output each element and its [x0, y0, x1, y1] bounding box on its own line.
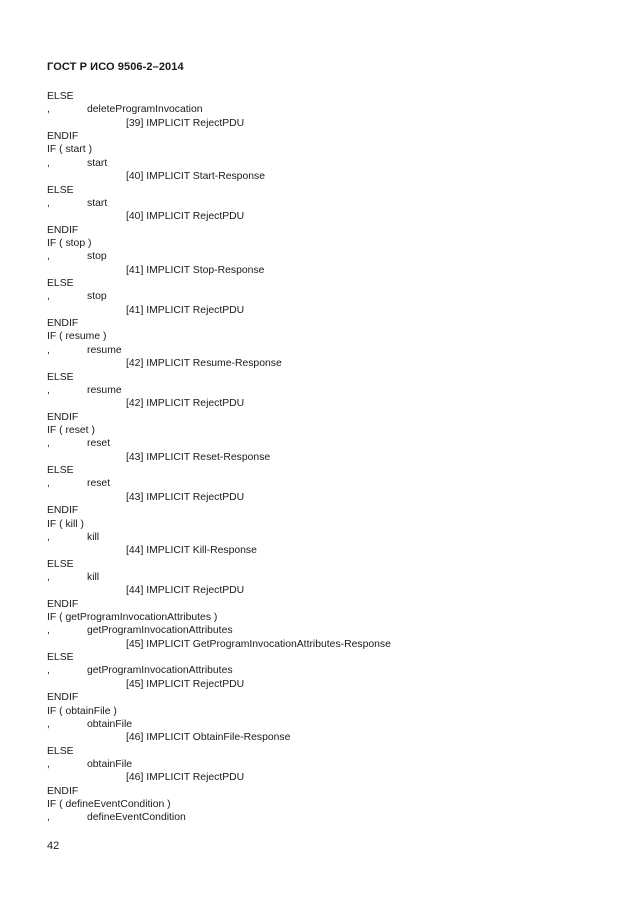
code-line: [47, 424, 607, 437]
code-identifier: reset: [87, 478, 111, 490]
code-keyword: ELSE: [47, 745, 74, 757]
code-line: [47, 664, 607, 677]
code-keyword: ELSE: [47, 91, 74, 102]
code-keyword: ELSE: [47, 465, 74, 477]
code-keyword: ,: [47, 758, 50, 770]
code-line: [47, 678, 607, 691]
code-keyword: ENDIF: [47, 785, 79, 797]
code-keyword: IF ( reset ): [47, 424, 95, 436]
code-line: [47, 344, 607, 357]
code-tag-type: [45] IMPLICIT RejectPDU: [126, 678, 245, 690]
code-keyword: IF ( kill ): [47, 518, 84, 530]
code-line: [47, 103, 607, 116]
code-line: [47, 371, 607, 384]
code-identifier: start: [87, 197, 108, 209]
code-line: [47, 184, 607, 197]
code-line: [47, 451, 607, 464]
code-line: [47, 518, 607, 531]
code-line: [47, 264, 607, 277]
code-keyword: ELSE: [47, 371, 74, 383]
code-keyword: ENDIF: [47, 692, 79, 704]
code-tag-type: [40] IMPLICIT Start-Response: [126, 171, 265, 183]
code-keyword: ,: [47, 291, 50, 303]
code-line: [47, 117, 607, 130]
code-tag-type: [43] IMPLICIT Reset-Response: [126, 451, 271, 463]
code-identifier: start: [87, 157, 108, 169]
code-identifier: obtainFile: [87, 718, 133, 730]
code-keyword: ,: [47, 104, 50, 116]
code-line: [47, 290, 607, 303]
code-tag-type: [42] IMPLICIT Resume-Response: [126, 358, 282, 370]
code-tag-type: [41] IMPLICIT RejectPDU: [126, 304, 245, 316]
code-keyword: IF ( stop ): [47, 237, 92, 249]
code-keyword: ,: [47, 157, 50, 169]
code-line: [47, 317, 607, 330]
code-line: [47, 277, 607, 290]
code-keyword: ELSE: [47, 278, 74, 290]
code-line: [47, 157, 607, 170]
code-identifier: defineEventCondition: [87, 812, 186, 824]
code-keyword: ,: [47, 344, 50, 356]
code-identifier: reset: [87, 438, 111, 450]
code-identifier: stop: [87, 291, 107, 303]
code-keyword: ,: [47, 665, 50, 677]
code-line: [47, 705, 607, 718]
code-keyword: IF ( resume ): [47, 331, 107, 343]
code-line: [47, 237, 607, 250]
document-header: ГОСТ Р ИСО 9506-2–2014: [47, 61, 184, 73]
code-line: [47, 504, 607, 517]
code-keyword: ,: [47, 384, 50, 396]
code-line: [47, 130, 607, 143]
code-tag-type: [46] IMPLICIT RejectPDU: [126, 772, 245, 784]
code-line: [47, 197, 607, 210]
code-keyword: IF ( start ): [47, 144, 93, 156]
code-keyword: ,: [47, 478, 50, 490]
code-tag-type: [42] IMPLICIT RejectPDU: [126, 398, 245, 410]
code-line: [47, 397, 607, 410]
code-keyword: IF ( getProgramInvocationAttributes ): [47, 612, 218, 624]
code-line: [47, 304, 607, 317]
code-tag-type: [41] IMPLICIT Stop-Response: [126, 264, 265, 276]
code-line: [47, 718, 607, 731]
code-keyword: ,: [47, 438, 50, 450]
code-tag-type: [44] IMPLICIT RejectPDU: [126, 585, 245, 597]
code-keyword: ENDIF: [47, 505, 79, 517]
code-line: [47, 758, 607, 771]
asn1-code-listing: [47, 90, 607, 825]
code-line: [47, 611, 607, 624]
code-line: [47, 731, 607, 744]
code-keyword: ,: [47, 571, 50, 583]
code-keyword: ENDIF: [47, 598, 79, 610]
code-keyword: IF ( defineEventCondition ): [47, 799, 171, 811]
code-line: [47, 491, 607, 504]
code-line: [47, 384, 607, 397]
code-line: [47, 224, 607, 237]
code-keyword: ELSE: [47, 558, 74, 570]
code-line: [47, 477, 607, 490]
code-keyword: ELSE: [47, 184, 74, 196]
code-keyword: ENDIF: [47, 411, 79, 423]
code-identifier: stop: [87, 251, 107, 263]
code-line: [47, 771, 607, 784]
code-keyword: ENDIF: [47, 131, 79, 143]
code-line: [47, 745, 607, 758]
code-keyword: ELSE: [47, 652, 74, 664]
code-tag-type: [45] IMPLICIT GetProgramInvocationAttributes-Response: [126, 638, 391, 650]
code-tag-type: [43] IMPLICIT RejectPDU: [126, 491, 245, 503]
code-line: [47, 210, 607, 223]
code-tag-type: [46] IMPLICIT ObtainFile-Response: [126, 732, 291, 744]
code-keyword: ENDIF: [47, 318, 79, 330]
code-line: [47, 250, 607, 263]
code-keyword: ENDIF: [47, 224, 79, 236]
code-identifier: obtainFile: [87, 758, 133, 770]
code-tag-type: [39] IMPLICIT RejectPDU: [126, 117, 245, 129]
code-line: [47, 571, 607, 584]
code-identifier: getProgramInvocationAttributes: [87, 665, 233, 677]
code-line: [47, 411, 607, 424]
code-identifier: kill: [87, 531, 100, 543]
code-identifier: getProgramInvocationAttributes: [87, 625, 233, 637]
code-line: [47, 598, 607, 611]
code-identifier: kill: [87, 571, 100, 583]
code-line: [47, 638, 607, 651]
code-line: [47, 584, 607, 597]
code-line: [47, 544, 607, 557]
code-identifier: resume: [87, 384, 122, 396]
code-line: [47, 464, 607, 477]
code-keyword: ,: [47, 251, 50, 263]
code-line: [47, 624, 607, 637]
code-tag-type: [44] IMPLICIT Kill-Response: [126, 545, 257, 557]
code-keyword: IF ( obtainFile ): [47, 705, 117, 717]
code-line: [47, 558, 607, 571]
page-number: 42: [47, 840, 60, 852]
code-line: [47, 651, 607, 664]
code-line: [47, 437, 607, 450]
code-line: [47, 357, 607, 370]
code-line: [47, 170, 607, 183]
code-tag-type: [40] IMPLICIT RejectPDU: [126, 211, 245, 223]
code-keyword: ,: [47, 812, 50, 824]
code-line: [47, 531, 607, 544]
code-line: [47, 330, 607, 343]
code-identifier: resume: [87, 344, 122, 356]
code-keyword: ,: [47, 718, 50, 730]
code-identifier: deleteProgramInvocation: [87, 104, 203, 116]
code-line: [47, 798, 607, 811]
code-line: [47, 691, 607, 704]
code-line: [47, 785, 607, 798]
code-line: [47, 811, 607, 824]
code-keyword: ,: [47, 531, 50, 543]
code-keyword: ,: [47, 625, 50, 637]
code-keyword: ,: [47, 197, 50, 209]
code-line: [47, 143, 607, 156]
code-line: [47, 90, 607, 103]
